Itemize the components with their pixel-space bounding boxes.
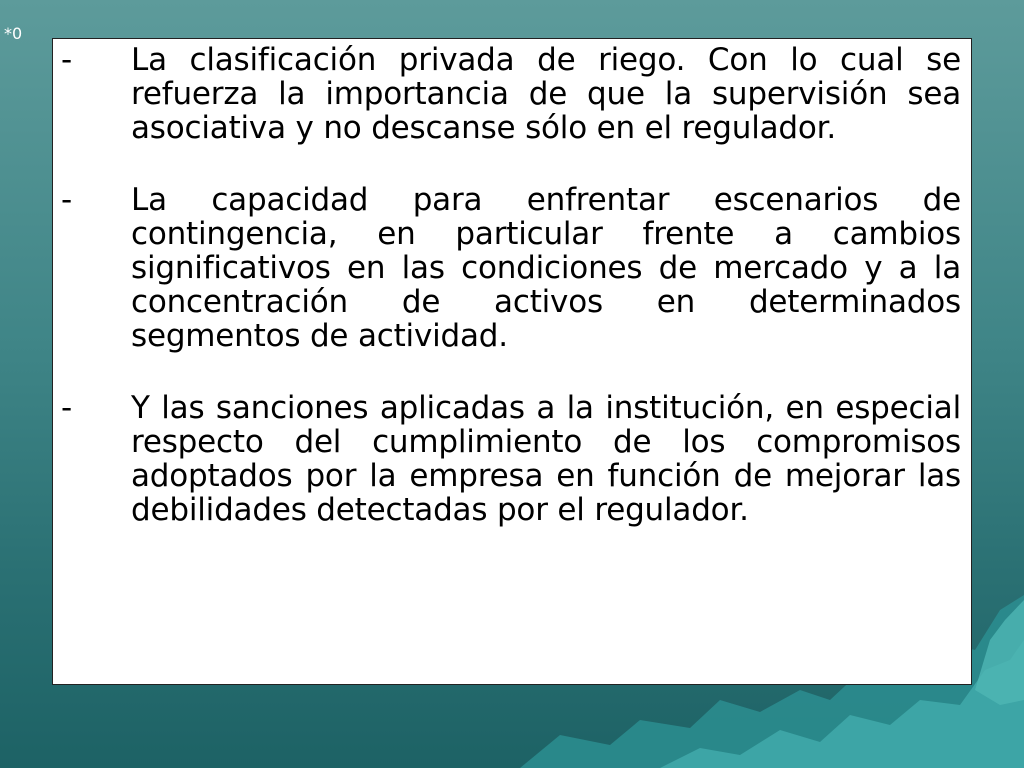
bullet-item — [53, 391, 961, 527]
corner-mark: *0 — [4, 24, 23, 43]
content-box — [52, 38, 972, 685]
bullet-text: La clasificación privada de riego. Con lo cual se refuerza la importancia de que la supervisión sea asociativa y no descanse sólo en el regulador. — [131, 42, 961, 146]
bullet-marker: - — [61, 42, 73, 78]
bullet-marker: - — [61, 182, 73, 218]
bullet-item — [53, 43, 961, 145]
bullet-text: Y las sanciones aplicadas a la institución, en especial respecto del cumplimiento de los compromisos adoptados por la empresa en función de mejorar las debilidades detectadas por el regulador. — [131, 390, 961, 528]
decor-shape-edge — [975, 600, 1024, 705]
bullet-item — [53, 183, 961, 353]
bullet-text: La capacidad para enfrentar escenarios de contingencia, en particular frente a cambios significativos en las condiciones de mercado y a la concentración de activos en determinados segmentos de actividad. — [131, 182, 961, 354]
bullet-marker: - — [61, 390, 73, 426]
